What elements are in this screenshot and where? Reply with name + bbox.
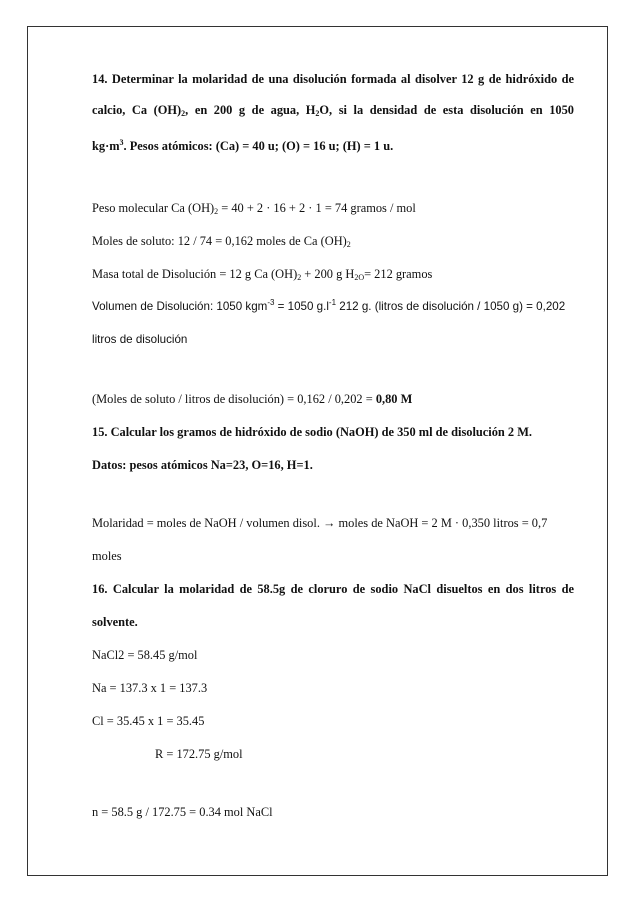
q16-solution-1: NaCl2 = 58.45 g/mol (92, 648, 198, 662)
q16-solution-4: R = 172.75 g/mol (155, 747, 243, 761)
q14-line-1: 14. Determinar la molaridad de una disolución formada al disolver 12 g de hidróxido de (92, 72, 574, 86)
q16-solution-5: n = 58.5 g / 172.75 = 0.34 mol NaCl (92, 805, 273, 819)
q16-solution-3: Cl = 35.45 x 1 = 35.45 (92, 714, 205, 728)
q16-line-1: 16. Calcular la molaridad de 58.5g de cloruro de sodio NaCl disueltos en dos litros de (92, 582, 574, 596)
q14-volume: Volumen de Disolución: 1050 kgm$^{-3}$ = 1050 $g.l^{-1}$ 212 g. (litros de disolución / 1050 g) = 0,202 (92, 298, 566, 313)
q14-molecular-weight: Peso molecular Ca $(OH)_2 = 40 + 2 \cdot 16 + 2 \cdot 1 = 74$ gramos / mol (92, 201, 416, 216)
q14-line-3: $kg\cdot m^3$. Pesos atómicos: (Ca) = 40 u; (O) = 16 u; (H) = 1 u. (92, 138, 394, 153)
q15-line-2: Datos: pesos atómicos Na=23, O=16, H=1. (92, 458, 313, 472)
q14-volume-cont: litros de disolución (92, 333, 188, 346)
q15-line-1: 15. Calcular los gramos de hidróxido de sodio (NaOH) de 350 ml de disolución 2 M. (92, 425, 533, 439)
q16-solution-2: Na = 137.3 x 1 = 137.3 (92, 681, 208, 695)
q14-total-mass: Masa total de Disolución = 12 g Ca $(OH)_2 + 200$ g $H_{2O}= 212$ gramos (92, 267, 433, 282)
q16-line-2: solvente. (92, 615, 138, 629)
q14-molarity-result: (Moles de soluto / litros de disolución) = 0,162 / 0,202 = 0,80 M (92, 392, 413, 406)
q14-line-2: calcio, Ca $(OH)_2$, en 200 g de agua, $H_2O$, si la densidad de esta disolución en 1050 (92, 103, 574, 118)
q15-solution-1: Molaridad = moles de NaOH / volumen disol. → moles de NaOH = 2 M · 0,350 litros = 0,7 (92, 516, 548, 530)
q14-moles: Moles de soluto: 12 / 74 = 0,162 moles de Ca $(OH)_2$ (92, 234, 351, 249)
q15-solution-2: moles (92, 549, 122, 563)
